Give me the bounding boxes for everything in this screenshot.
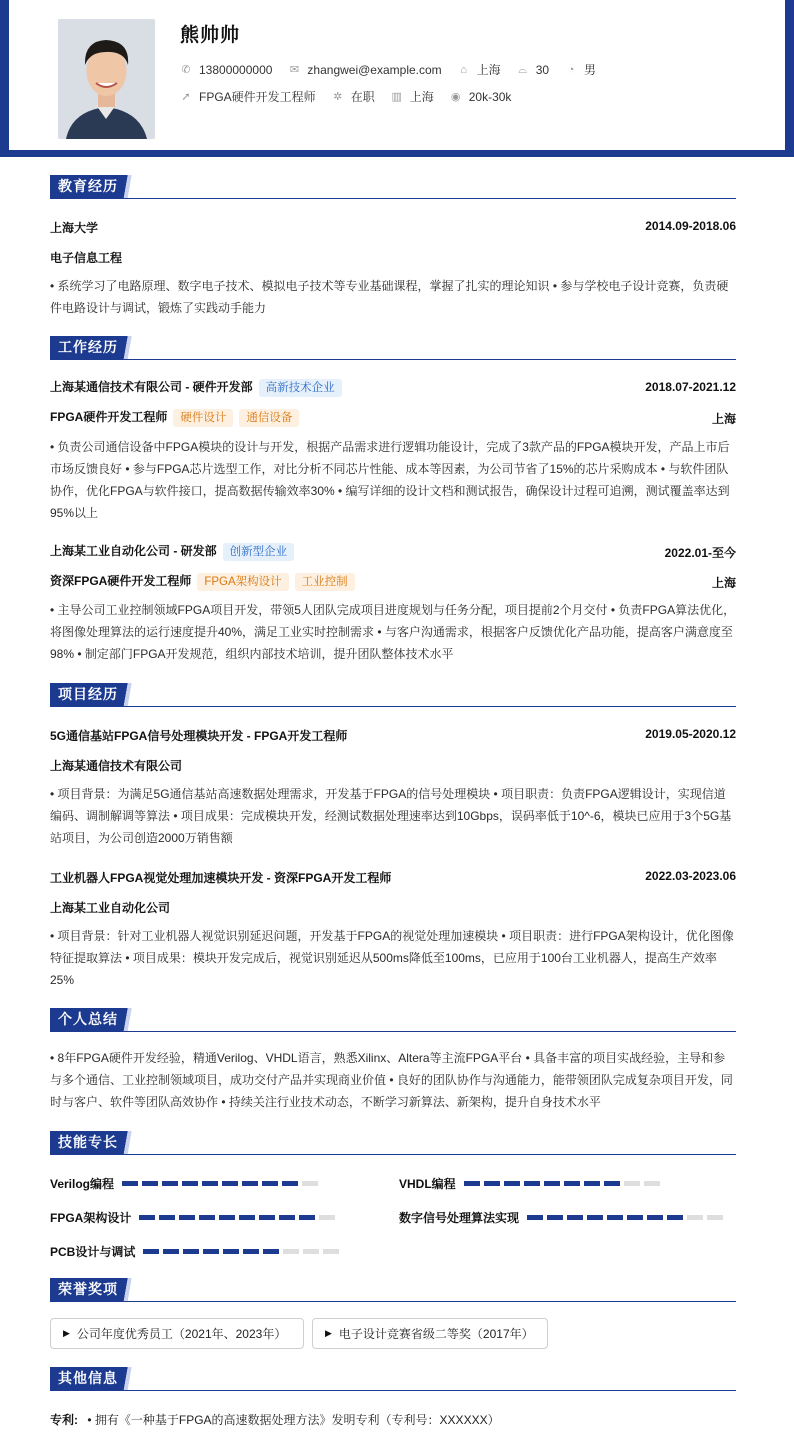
work-period: 2018.07-2021.12 xyxy=(645,380,736,394)
location: 上海 xyxy=(476,63,501,77)
skill-bar-filled xyxy=(122,1181,138,1186)
avatar-photo xyxy=(58,19,155,139)
skill-bar-filled xyxy=(203,1249,219,1254)
section-title-accent xyxy=(122,1367,134,1390)
email: zhangwei@example.com xyxy=(307,62,442,77)
section-title: 项目经历 xyxy=(50,683,126,706)
award-item xyxy=(50,1318,304,1349)
section-title-accent xyxy=(122,1131,134,1154)
skill-bar-filled xyxy=(667,1215,683,1220)
project-period: 2019.05-2020.12 xyxy=(645,727,736,741)
section-title-accent xyxy=(122,1008,134,1031)
skill-bar-filled xyxy=(282,1181,298,1186)
skill-bar-empty xyxy=(302,1181,318,1186)
school: 上海大学 xyxy=(50,221,99,235)
work-period: 2022.01-至今 xyxy=(664,546,736,560)
skill-bar-filled xyxy=(142,1181,158,1186)
skill-item xyxy=(399,1175,664,1192)
skill-bar-filled xyxy=(139,1215,155,1220)
skill-bar-filled xyxy=(242,1181,258,1186)
project-org: 上海某工业自动化公司 xyxy=(50,901,171,915)
work-2-header xyxy=(50,542,736,561)
edu-period: 2014.09-2018.06 xyxy=(645,219,736,233)
send-icon: ➚ xyxy=(181,90,191,103)
section-skills xyxy=(50,1131,736,1155)
award-text: 公司年度优秀员工（2021年、2023年） xyxy=(76,1327,287,1341)
company: 上海某通信技术有限公司 - 硬件开发部 xyxy=(50,380,253,394)
major: 电子信息工程 xyxy=(50,251,123,265)
phone-icon: ✆ xyxy=(181,63,191,76)
skill-tag: FPGA架构设计 xyxy=(197,573,288,591)
section-title: 其他信息 xyxy=(50,1367,126,1390)
skill-bar-filled xyxy=(299,1215,315,1220)
skill-item xyxy=(50,1243,343,1260)
skill-level-bar xyxy=(139,1215,339,1220)
skill-bar-filled xyxy=(222,1181,238,1186)
skill-tag: 通信设备 xyxy=(239,409,299,427)
work-1-title-row xyxy=(50,408,736,427)
section-title-accent xyxy=(122,175,134,198)
section-work xyxy=(50,336,736,360)
project-2-desc: • 项目背景：针对工业机器人视觉识别延迟问题，开发基于FPGA的视觉处理加速模块 • 项目职责：进行FPGA架构设计，优化图像特征提取算法 • 项目成果：模块开发完成后，视觉识别延迟从500ms降低至100ms，已应用于100台工业机器人，提高生产效率25% xyxy=(50,929,734,987)
position: FPGA硬件开发工程师 xyxy=(199,90,316,104)
skill-bar-empty xyxy=(319,1215,335,1220)
cake-icon: ⌓ xyxy=(518,63,528,76)
skill-bar-filled xyxy=(259,1215,275,1220)
status: 在职 xyxy=(350,90,375,104)
award-item xyxy=(312,1318,548,1349)
section-title: 工作经历 xyxy=(50,336,126,359)
work-1-header xyxy=(50,378,736,397)
section-title: 个人总结 xyxy=(50,1008,126,1031)
skill-bar-filled xyxy=(567,1215,583,1220)
skill-item xyxy=(399,1209,727,1226)
section-title-accent xyxy=(122,1278,134,1301)
section-education xyxy=(50,175,736,199)
skill-level-bar xyxy=(122,1181,322,1186)
skill-level-bar xyxy=(143,1249,343,1254)
award-text: 电子设计竞赛省级二等奖（2017年） xyxy=(338,1327,534,1341)
section-other xyxy=(50,1367,736,1391)
section-title-accent xyxy=(122,683,134,706)
gear-icon: ✲ xyxy=(333,90,343,103)
skill-bar-filled xyxy=(179,1215,195,1220)
skill-bar-filled xyxy=(243,1249,259,1254)
project-1-desc: • 项目背景：为满足5G通信基站高速数据处理需求，开发基于FPGA的信号处理模块 • 项目职责：负责FPGA逻辑设计，实现信道编码、调制解调等算法 • 项目成果：完成模块开发，经测试数据处理速率达到10Gbps，误码率低于10^-6，模块已应用于3个5G基站项目，为公司创造2000万销售额 xyxy=(50,787,732,845)
contact-row xyxy=(180,61,612,78)
skill-bar-filled xyxy=(279,1215,295,1220)
skill-level-bar xyxy=(464,1181,664,1186)
job-intent-row xyxy=(180,88,527,105)
skill-item xyxy=(50,1209,339,1226)
project-2-header xyxy=(50,869,736,886)
money-icon: ◉ xyxy=(450,90,461,103)
skill-bar-filled xyxy=(587,1215,603,1220)
skill-bar-filled xyxy=(199,1215,215,1220)
skill-name: FPGA架构设计 xyxy=(50,1211,132,1225)
skill-bar-filled xyxy=(262,1181,278,1186)
gender: 男 xyxy=(584,63,597,77)
skill-bar-filled xyxy=(504,1181,520,1186)
mail-icon: ✉ xyxy=(289,63,300,76)
header-frame-right xyxy=(785,0,794,157)
skill-bar-filled xyxy=(604,1181,620,1186)
company: 上海某工业自动化公司 - 研发部 xyxy=(50,544,217,558)
section-summary xyxy=(50,1008,736,1032)
skill-bar-filled xyxy=(647,1215,663,1220)
work-city: 上海 xyxy=(409,90,434,104)
candidate-name: 熊帅帅 xyxy=(180,25,241,46)
skill-name: 数字信号处理算法实现 xyxy=(399,1211,520,1225)
skill-bar-filled xyxy=(143,1249,159,1254)
skill-bar-filled xyxy=(564,1181,580,1186)
work-city: 上海 xyxy=(711,412,736,426)
skill-bar-filled xyxy=(182,1181,198,1186)
triangle-icon: ▶ xyxy=(63,1328,70,1338)
edu-desc: • 系统学习了电路原理、数字电子技术、模拟电子技术等专业基础课程，掌握了扎实的理论知识 • 参与学校电子设计竞赛，负责硬件电路设计与调试，锻炼了实践动手能力 xyxy=(50,279,729,315)
skill-bar-filled xyxy=(162,1181,178,1186)
skill-bar-filled xyxy=(159,1215,175,1220)
skill-bar-filled xyxy=(524,1181,540,1186)
skill-bar-filled xyxy=(464,1181,480,1186)
section-awards xyxy=(50,1278,736,1302)
avatar xyxy=(58,19,155,139)
skill-bar-empty xyxy=(644,1181,660,1186)
skill-bar-filled xyxy=(202,1181,218,1186)
skill-tag: 硬件设计 xyxy=(173,409,233,427)
skill-name: VHDL编程 xyxy=(399,1177,456,1191)
skill-item xyxy=(50,1175,322,1192)
skill-bar-filled xyxy=(547,1215,563,1220)
edu-row xyxy=(50,219,736,236)
triangle-icon: ▶ xyxy=(325,1328,332,1338)
other-row xyxy=(50,1411,736,1428)
job-title: FPGA硬件开发工程师 xyxy=(50,410,168,424)
skill-bar-filled xyxy=(239,1215,255,1220)
building-icon: ▥ xyxy=(391,90,402,103)
skill-bar-filled xyxy=(607,1215,623,1220)
skill-bar-filled xyxy=(263,1249,279,1254)
project-1-header xyxy=(50,727,736,744)
skill-bar-filled xyxy=(484,1181,500,1186)
company-tag: 创新型企业 xyxy=(223,543,295,561)
skill-bar-filled xyxy=(584,1181,600,1186)
project-org: 上海某通信技术有限公司 xyxy=(50,759,183,773)
age: 30 xyxy=(535,62,550,77)
job-title: 资深FPGA硬件开发工程师 xyxy=(50,574,192,588)
section-projects xyxy=(50,683,736,707)
skill-bar-empty xyxy=(707,1215,723,1220)
home-icon: ⌂ xyxy=(460,63,467,76)
salary: 20k-30k xyxy=(468,89,512,104)
summary-text: • 8年FPGA硬件开发经验，精通Verilog、VHDL语言，熟悉Xilinx、Altera等主流FPGA平台 • 具备丰富的项目实战经验，主导和参与多个通信、工业控制领域项目，成功交付产品并实现商业价值 • 良好的团队协作与沟通能力，能带领团队完成复杂项目开发，同时与客户、软件等团队高效协作 • 持续关注行业技术动态，不断学习新算法、新架构，提升自身技术水平 xyxy=(50,1051,733,1109)
other-label: 专利: xyxy=(50,1413,78,1427)
skill-bar-filled xyxy=(183,1249,199,1254)
section-title: 教育经历 xyxy=(50,175,126,198)
skill-bar-filled xyxy=(627,1215,643,1220)
phone: 13800000000 xyxy=(199,62,273,77)
skill-bar-filled xyxy=(544,1181,560,1186)
skill-bar-empty xyxy=(687,1215,703,1220)
section-title: 荣誉奖项 xyxy=(50,1278,126,1301)
project-name: 5G通信基站FPGA信号处理模块开发 - FPGA开发工程师 xyxy=(50,729,348,743)
project-name: 工业机器人FPGA视觉处理加速模块开发 - 资深FPGA开发工程师 xyxy=(50,871,392,885)
skill-bar-filled xyxy=(223,1249,239,1254)
header-divider xyxy=(0,150,794,157)
work-2-title-row xyxy=(50,572,736,591)
work-2-desc: • 主导公司工业控制领域FPGA项目开发，带领5人团队完成项目进度规划与任务分配，项目提前2个月交付 • 负责FPGA算法优化，将图像处理算法的运行速度提升40%，满足工业实时控制需求 • 与客户沟通需求，根据客户反馈优化产品功能，提高客户满意度至98% • 制定部门FPGA开发规范，组织内部技术培训，提升团队整体技术水平 xyxy=(50,603,736,661)
work-city: 上海 xyxy=(711,576,736,590)
other-text: • 拥有《一种基于FPGA的高速数据处理方法》发明专利（专利号：XXXXXX） xyxy=(87,1413,500,1427)
section-title: 技能专长 xyxy=(50,1131,126,1154)
skill-tag: 工业控制 xyxy=(295,573,355,591)
work-1-desc: • 负责公司通信设备中FPGA模块的设计与开发，根据产品需求进行逻辑功能设计，完成了3款产品的FPGA模块开发，产品上市后市场反馈良好 • 参与FPGA芯片选型工作，对比分析不同芯片性能、成本等因素，为公司节省了15%的芯片采购成本 • 与软件团队协作，优化FPGA与软件接口，提高数据传输效率30% • 编写详细的设计文档和测试报告，确保设计过程可追溯，测试覆盖率达到95%以上 xyxy=(50,440,730,520)
skill-name: Verilog编程 xyxy=(50,1177,115,1191)
skill-bar-filled xyxy=(163,1249,179,1254)
skill-level-bar xyxy=(527,1215,727,1220)
skill-bar-filled xyxy=(219,1215,235,1220)
skill-bar-empty xyxy=(323,1249,339,1254)
project-period: 2022.03-2023.06 xyxy=(645,869,736,883)
header-frame-left xyxy=(0,0,9,157)
skill-name: PCB设计与调试 xyxy=(50,1245,136,1259)
skill-bar-empty xyxy=(624,1181,640,1186)
gender-icon: ◔ xyxy=(567,63,575,76)
skill-bar-filled xyxy=(527,1215,543,1220)
company-tag: 高新技术企业 xyxy=(259,379,342,397)
skill-bar-empty xyxy=(303,1249,319,1254)
section-title-accent xyxy=(122,336,134,359)
skill-bar-empty xyxy=(283,1249,299,1254)
